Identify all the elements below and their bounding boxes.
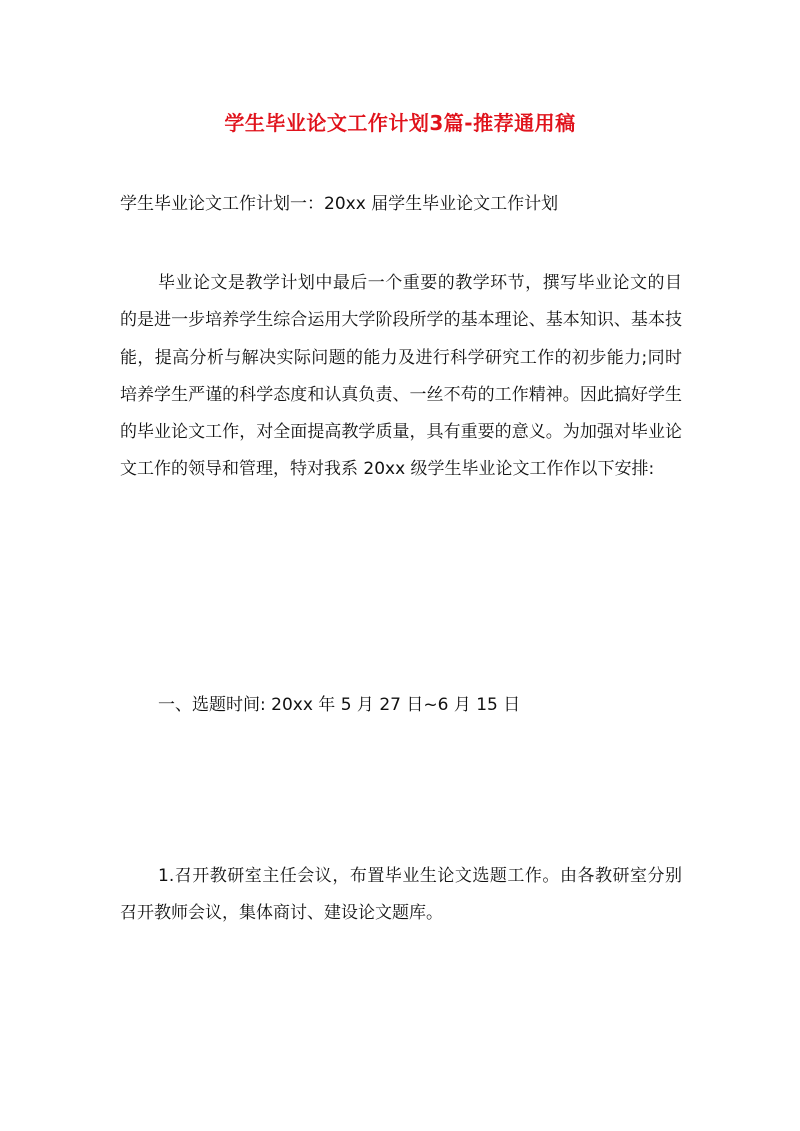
list-item-1: 1.召开教研室主任会议，布置毕业生论文选题工作。由各教研室分别召开教师会议，集体商讨、建设论文题库。 [120, 866, 682, 924]
document-title: 学生毕业论文工作计划3篇-推荐通用稿 [224, 111, 576, 135]
section-heading-topic-time: 一、选题时间: 20xx 年 5 月 27 日~6 月 15 日 [158, 695, 521, 715]
intro-paragraph: 毕业论文是教学计划中最后一个重要的教学环节，撰写毕业论文的目的是进一步培养学生综合运用大学阶段所学的基本理论、基本知识、基本技能，提高分析与解决实际问题的能力及进行科学研究工作的初步能力;同时培养学生严谨的科学态度和认真负责、一丝不苟的工作精神。因此搞好学生的毕业论文工作，对全面提高教学质量，具有重要的意义。为加强对毕业论文工作的领导和管理，特对我系 20xx 级学生毕业论文工作作以下安排: [120, 273, 682, 480]
document-subtitle: 学生毕业论文工作计划一：20xx 届学生毕业论文工作计划 [120, 194, 559, 214]
